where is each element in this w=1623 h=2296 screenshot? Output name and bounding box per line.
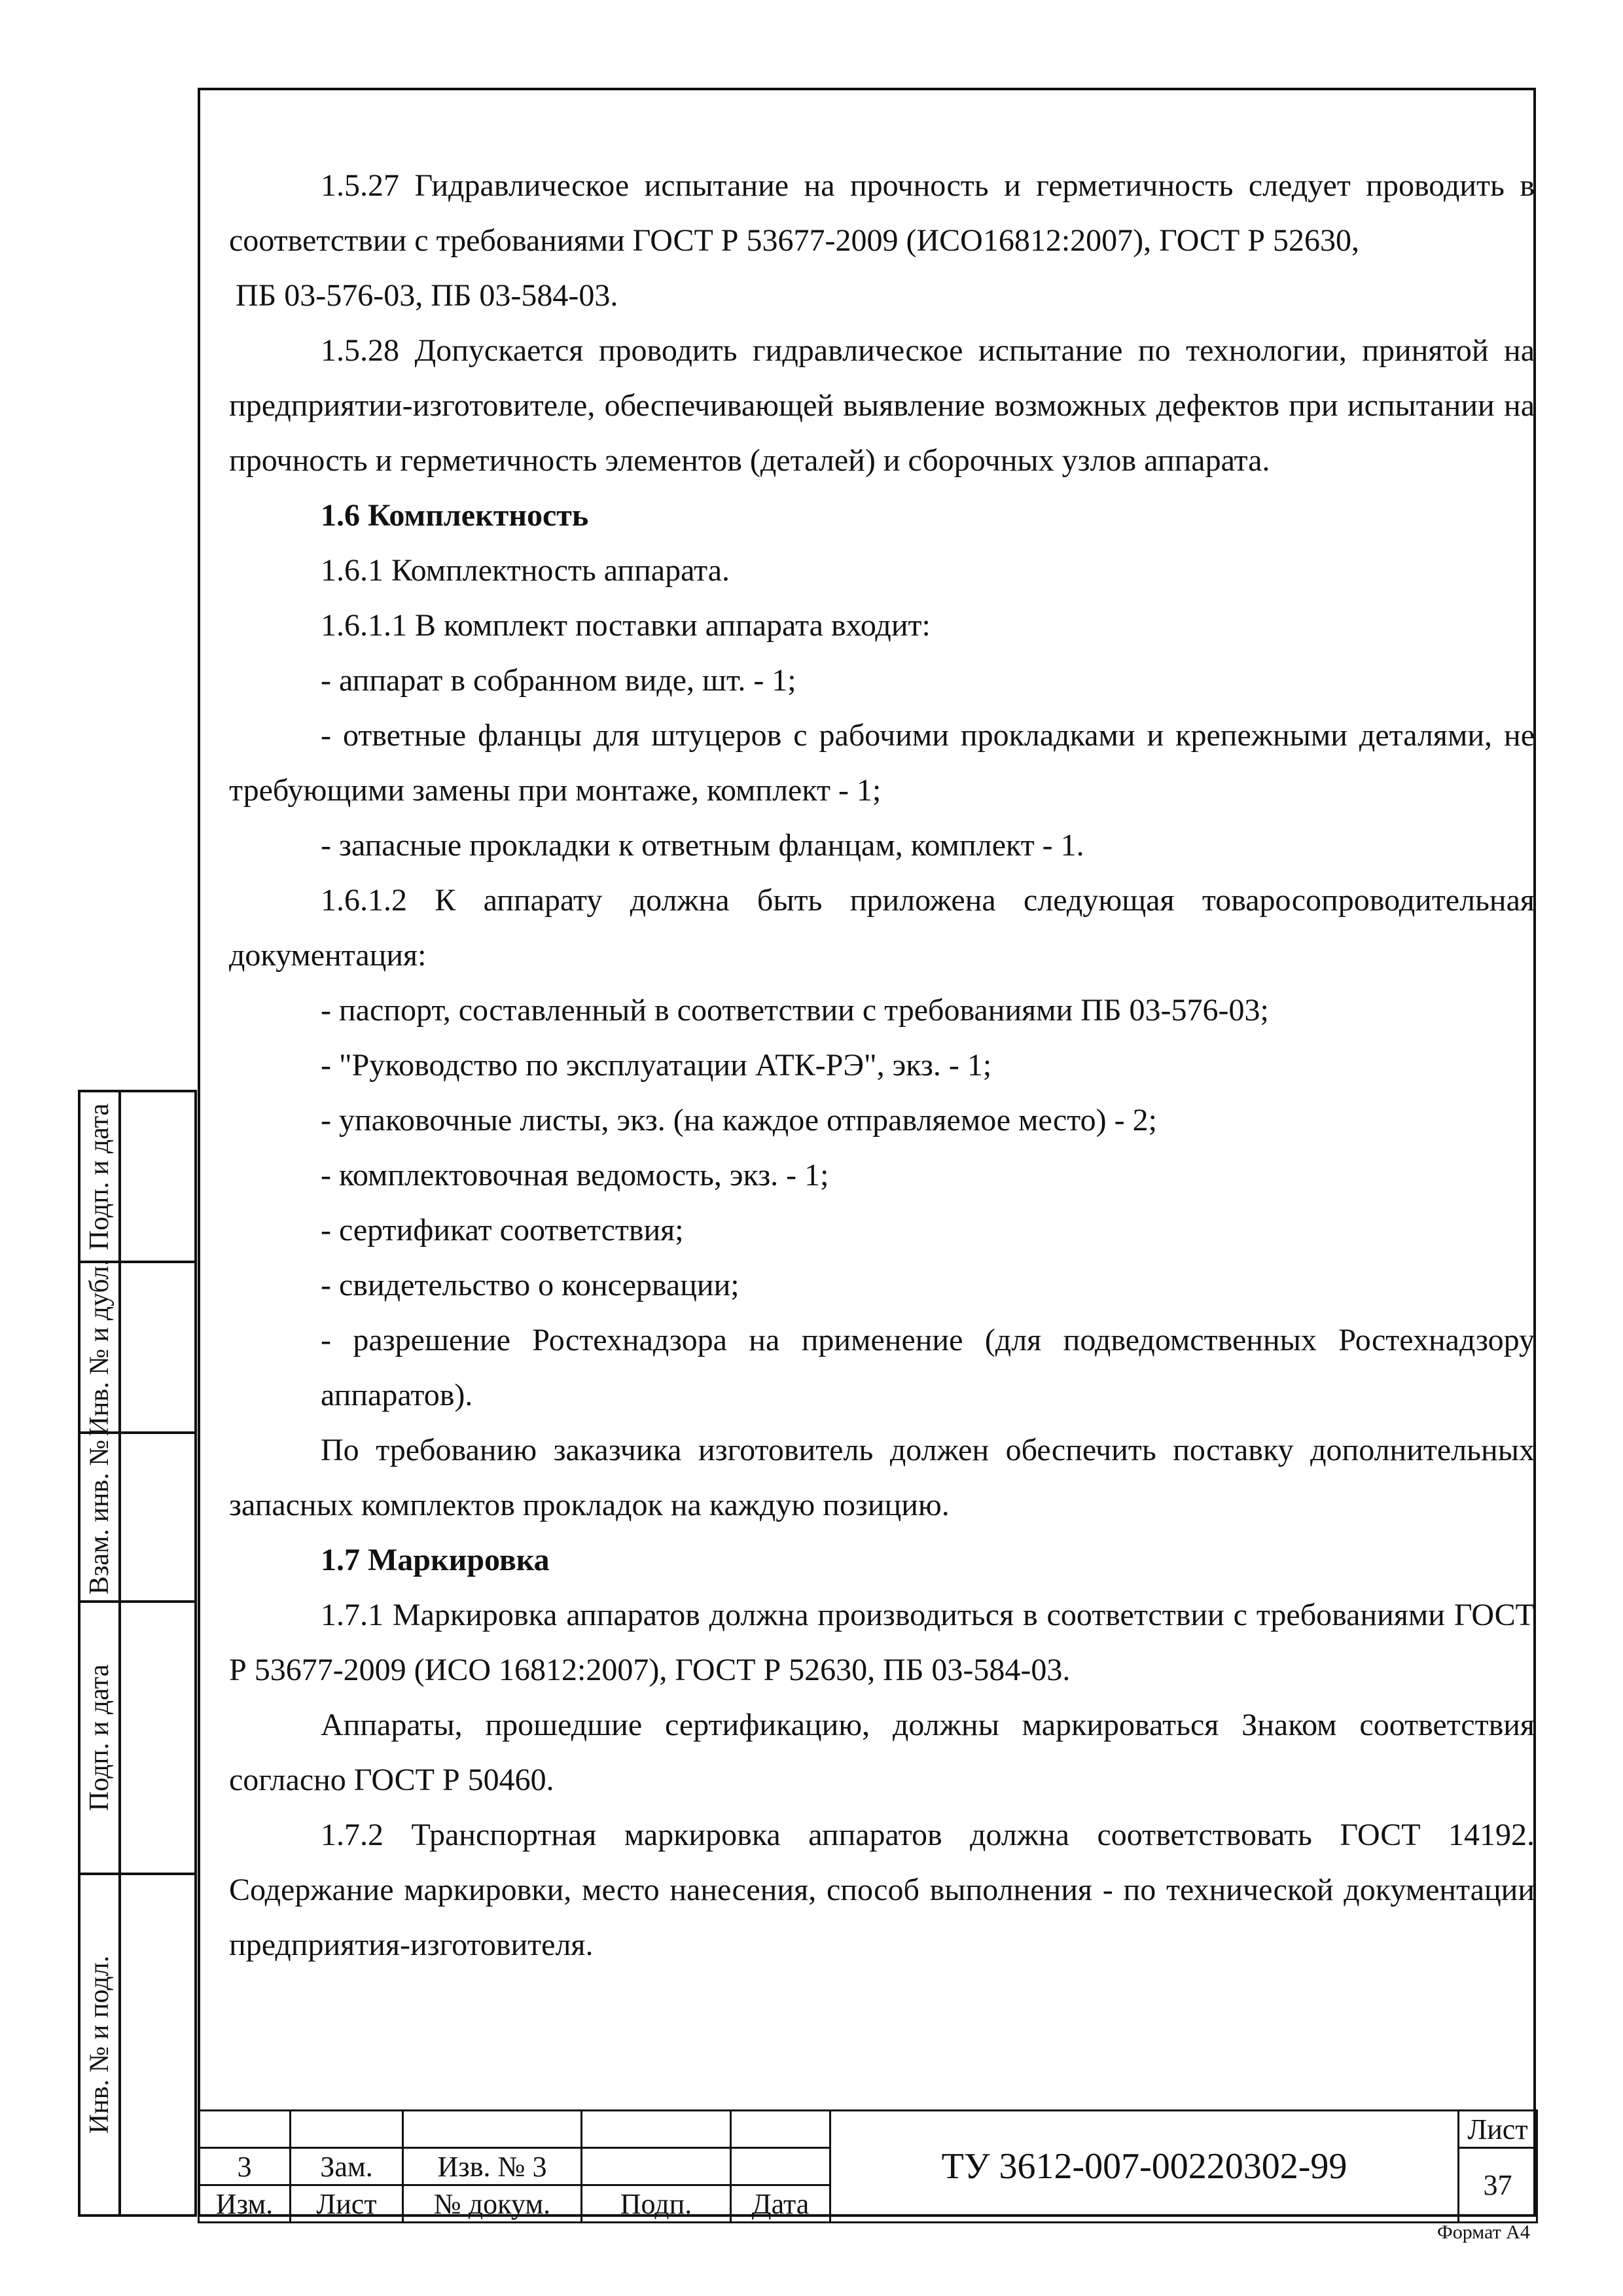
heading-1-6: 1.6 Комплектность: [321, 498, 589, 533]
doc-item-4: - комплектовочная ведомость, экз. - 1;: [321, 1158, 829, 1193]
title-block: [198, 2109, 1538, 2223]
side-label: Инв. № и подл.: [84, 1955, 115, 2134]
heading-1-7: 1.7 Маркировка: [321, 1543, 550, 1577]
header-list: Лист: [291, 2185, 403, 2223]
doc-item-5: - сертификат соответствия;: [321, 1213, 684, 1247]
doc-item-2: - "Руководство по эксплуатации АТК-РЭ", экз. - 1;: [321, 1048, 992, 1083]
para-1-6-1-1: 1.6.1.1 В комплект поставки аппарата входит:: [321, 608, 931, 643]
doc-item-6: - свидетельство о консервации;: [321, 1268, 740, 1302]
sheet-number: 37: [1459, 2148, 1537, 2223]
side-label: Подп. и дата: [84, 1103, 115, 1250]
para-1-7-2: 1.7.2 Транспортная маркировка аппаратов должна соответствовать ГОСТ 14192. Содержание маркировки, место нанесения, способ выполнения - по технической документации предприятия-изготовителя.: [229, 1818, 1535, 1962]
side-block-podp-data-2: [78, 1600, 197, 1875]
side-block-inv-dubl: [78, 1261, 197, 1434]
para-1-5-27: 1.5.27 Гидравлическое испытание на прочность и герметичность следует проводить в соответствии с требованиями ГОСТ Р 53677-2009 (ИСО16812:2007), ГОСТ Р 52630,: [229, 168, 1535, 258]
para-certification: Аппараты, прошедшие сертификацию, должны маркироваться Знаком соответствия согласно ГОСТ Р 50460.: [229, 1708, 1535, 1797]
para-customer: По требованию заказчика изготовитель должен обеспечить поставку дополнительных запасных комплектов прокладок на каждую позицию.: [229, 1433, 1535, 1522]
para-1-6-1: 1.6.1 Комплектность аппарата.: [321, 553, 730, 588]
doc-item-1: - паспорт, составленный в соответствии с требованиями ПБ 03-576-03;: [321, 993, 1269, 1028]
side-block-vzam-inv: [78, 1431, 197, 1603]
revision-doc: Изв. № 3: [403, 2148, 582, 2185]
kit-item-3: - запасные прокладки к ответным фланцам, комплект - 1.: [321, 828, 1084, 863]
kit-item-2: - ответные фланцы для штуцеров с рабочими прокладками и крепежными деталями, не требующими замены при монтаже, комплект - 1;: [229, 718, 1535, 808]
doc-item-7: - разрешение Ростехнадзора на применение (для подведомственных Ростехнадзору аппаратов).: [321, 1323, 1535, 1412]
side-label: Взам. инв. №: [84, 1439, 115, 1595]
side-block-podp-data-1: [78, 1090, 197, 1263]
side-label: Подп. и дата: [84, 1664, 115, 1812]
side-label: Инв. № и дубл.: [84, 1259, 115, 1436]
para-1-5-28: 1.5.28 Допускается проводить гидравлическое испытание по технологии, принятой на предприятии-изготовителе, обеспечивающей выявление возможных дефектов при испытании на прочность и герметичность элементов (деталей) и сборочных узлов аппарата.: [229, 333, 1535, 478]
side-block-inv-podl: [78, 1873, 197, 2217]
revision-sheet: Зам.: [291, 2148, 403, 2185]
para-1-6-1-2: 1.6.1.2 К аппарату должна быть приложена следующая товаросопроводительная документация:: [229, 883, 1535, 973]
doc-item-3: - упаковочные листы, экз. (на каждое отправляемое место) - 2;: [321, 1103, 1157, 1138]
header-doc: № докум.: [403, 2185, 582, 2223]
revision-number: 3: [199, 2148, 291, 2185]
format-label: Формат А4: [1437, 2221, 1530, 2243]
header-izm: Изм.: [199, 2185, 291, 2223]
document-designation: ТУ 3612-007-00220302-99: [830, 2111, 1459, 2223]
para-1-5-27-cont: ПБ 03-576-03, ПБ 03-584-03.: [236, 278, 618, 313]
header-podp: Подп.: [582, 2185, 731, 2223]
header-date: Дата: [731, 2185, 830, 2223]
kit-item-1: - аппарат в собранном виде, шт. - 1;: [321, 663, 796, 698]
para-1-7-1: 1.7.1 Маркировка аппаратов должна производиться в соответствии с требованиями ГОСТ Р 53677-2009 (ИСО 16812:2007), ГОСТ Р 52630, ПБ 03-584-03.: [229, 1598, 1535, 1687]
sheet-label: Лист: [1459, 2111, 1537, 2148]
